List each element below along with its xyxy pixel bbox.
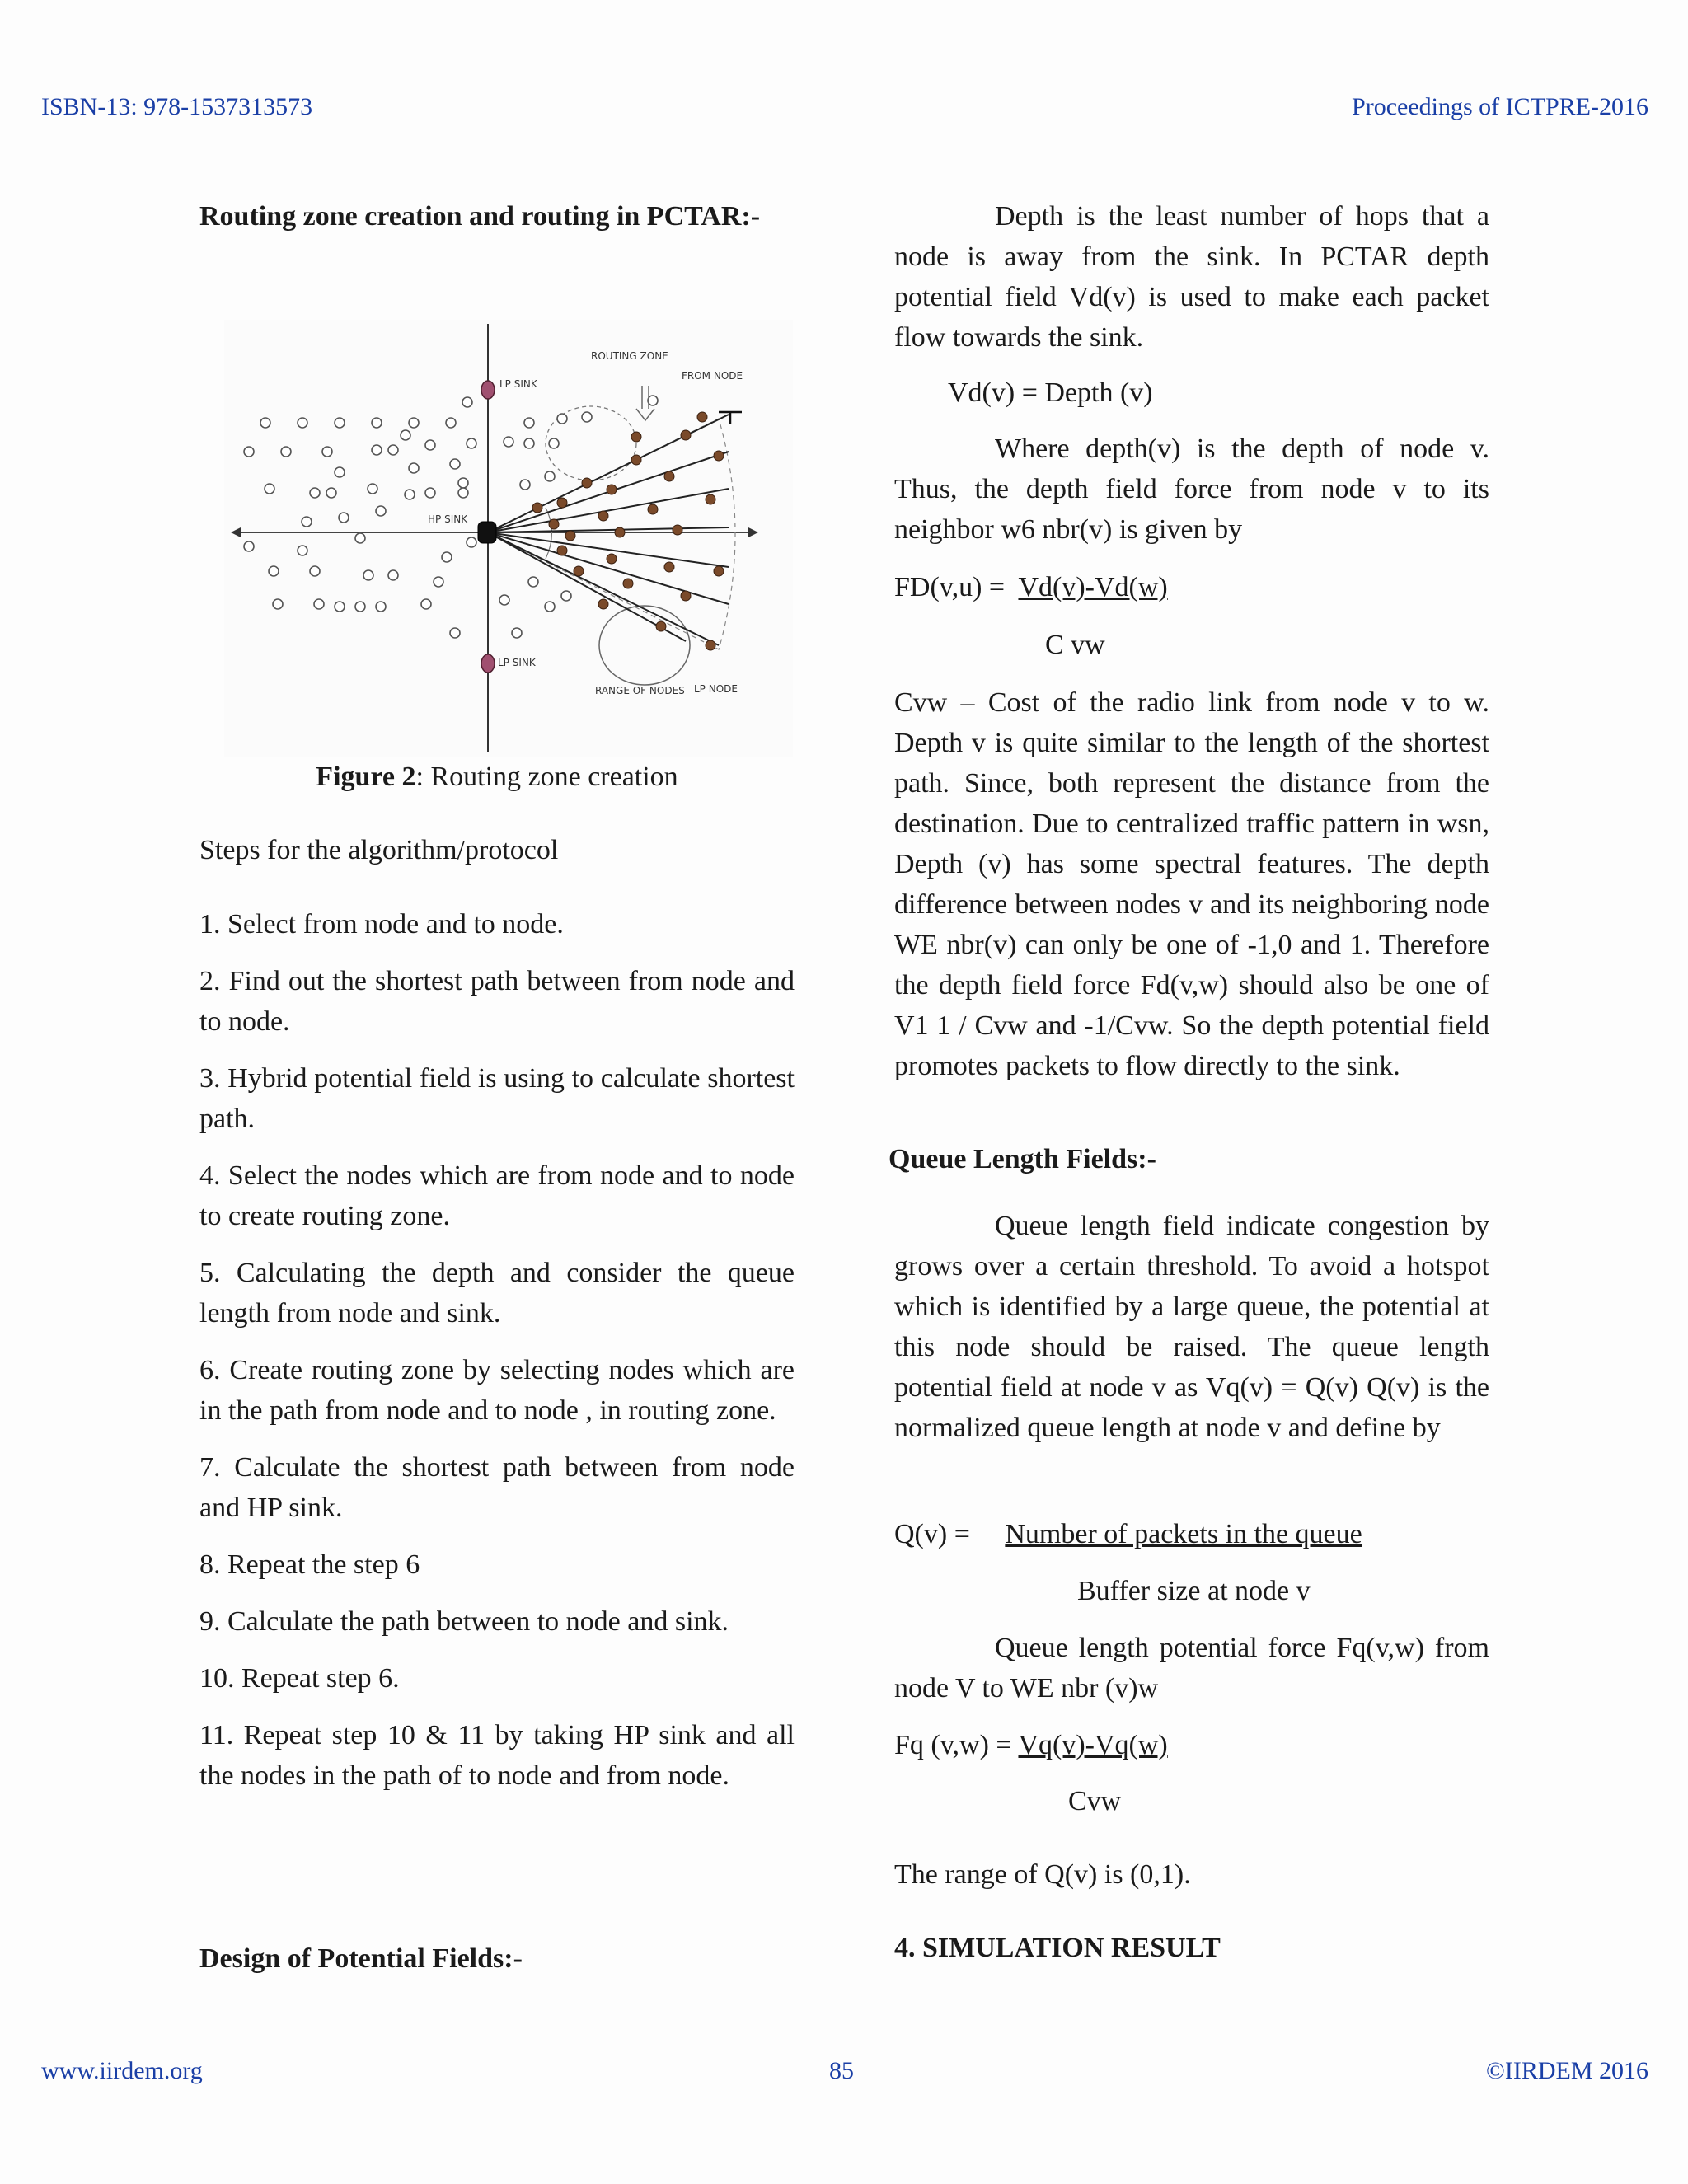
step-item: 7. Calculate the shortest path between from node and HP sink. [199,1452,795,1523]
equation-fd-denominator: C vw [1045,630,1105,660]
queue-paragraph: Queue length field indicate congestion by grows over a certain threshold. To avoid a hotspot which is identified by a large queue, the potential at this node should be raised. The queue length potential field at node v as Vq(v) = Q(v) Q(v) is the normalized queue length at node v and define by [894,1211,1489,1443]
footer-site-link[interactable]: www.iirdem.org [41,2057,203,2084]
equation-fd-numerator: Vd(v)-Vd(w) [1018,572,1168,602]
label-range-of-nodes: RANGE OF NODES [595,685,685,696]
equation-depth: Vd(v) = Depth (v) [948,377,1153,408]
lp-sink-bottom [481,654,495,673]
header-isbn: ISBN-13: 978-1537313573 [41,93,313,120]
simulation-result-heading: 4. SIMULATION RESULT [894,1933,1221,1963]
figure-caption-text: : Routing zone creation [415,762,678,792]
footer-copyright: ©IIRDEM 2016 [1486,2057,1648,2084]
hp-sink [478,522,496,543]
design-potential-fields-heading: Design of Potential Fields:- [199,1943,523,1974]
step-item: 1. Select from node and to node. [199,909,564,940]
equation-fd-lhs: FD(v,u) = [894,572,1006,602]
label-lp-sink-bottom: LP SINK [498,657,536,668]
label-from-node: FROM NODE [682,370,743,382]
step-item: 3. Hybrid potential field is using to calculate shortest path. [199,1063,795,1134]
equation-fq-lhs: Fq (v,w) = [894,1730,1012,1760]
depth-field-paragraph: Where depth(v) is the depth of node v. Thus, the depth field force from node v to its neighbor w6 nbr(v) is given by [894,434,1489,545]
depth-paragraph: Depth is the least number of hops that a node is away from the sink. In PCTAR depth potential field Vd(v) is used to make each packet flow towards the sink. [894,201,1489,353]
equation-fq [894,1725,1168,1765]
step-item: 10. Repeat step 6. [199,1663,400,1694]
label-lp-node: LP NODE [694,683,738,695]
queue-length-heading: Queue Length Fields:- [889,1144,1156,1174]
step-item: 9. Calculate the path between to node and sink. [199,1606,729,1637]
queue-force-paragraph: Queue length potential force Fq(v,w) from node V to WE nbr (v)w [894,1633,1489,1704]
figure-caption [199,757,795,797]
step-item: 4. Select the nodes which are from node and to node to create routing zone. [199,1160,795,1231]
label-hp-sink: HP SINK [428,513,468,525]
step-item: 6. Create routing zone by selecting nodes which are in the path from node and to node , in routing zone. [199,1355,795,1426]
step-item: 8. Repeat the step 6 [199,1549,420,1580]
label-routing-zone: ROUTING ZONE [591,350,668,362]
lp-sink-top [481,381,495,399]
equation-q-lhs: Q(v) = [894,1519,970,1549]
routing-zone-figure [224,320,793,757]
footer-page-number: 85 [829,2057,854,2084]
step-item: 2. Find out the shortest path between from node and to node. [199,966,795,1037]
step-item: 5. Calculating the depth and consider the queue length from node and sink. [199,1258,795,1329]
equation-fd [894,567,1168,607]
section-heading-routing-zone: Routing zone creation and routing in PCTAR:- [199,201,761,232]
steps-title: Steps for the algorithm/protocol [199,835,559,865]
range-statement: The range of Q(v) is (0,1). [894,1859,1191,1890]
steps-list [199,904,795,1812]
equation-fq-numerator: Vq(v)-Vq(w) [1018,1730,1168,1760]
equation-q [894,1514,1362,1554]
equation-q-numerator: Number of packets in the queue [1005,1519,1362,1549]
step-item: 11. Repeat step 10 & 11 by taking HP sink and all the nodes in the path of to node and from node. [199,1720,795,1791]
cost-paragraph: Cvw – Cost of the radio link from node v to w. Depth v is quite similar to the length of the shortest path. Since, both represent the distance from the destination. Due to centralized traffic pattern in wsn, Depth (v) has some spectral features. The depth difference between nodes v and its neighboring node WE nbr(v) can only be one of -1,0 and 1. Therefore the depth field force Fd(v,w) should also be one of V1 1 / Cvw and -1/Cvw. So the depth potential field promotes packets to flow directly to the sink. [894,687,1489,1081]
label-lp-sink-top: LP SINK [499,378,537,390]
header-proceedings: Proceedings of ICTPRE-2016 [1352,93,1648,120]
figure-caption-label: Figure 2 [316,762,416,792]
equation-q-denominator: Buffer size at node v [1077,1576,1311,1606]
equation-fq-denominator: Cvw [1068,1786,1122,1816]
